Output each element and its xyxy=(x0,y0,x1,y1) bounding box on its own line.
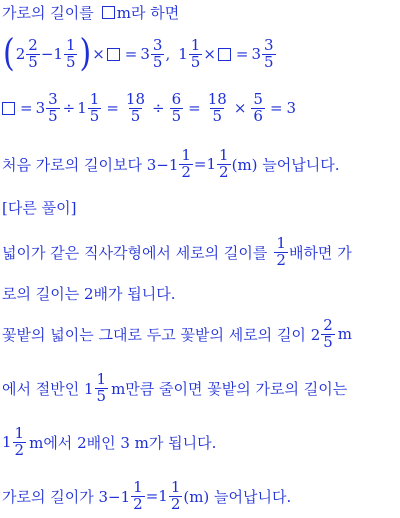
denominator: 5 xyxy=(130,106,141,125)
fraction-18-5 xyxy=(124,89,147,125)
line-8 xyxy=(2,312,398,356)
numerator: 2 xyxy=(323,315,333,334)
line-1 xyxy=(2,2,398,22)
fraction xyxy=(151,35,165,71)
line4-pre: 처음 가로의 길이보다 3−1 xyxy=(2,155,179,174)
line6-post: 배하면 가 xyxy=(288,243,352,262)
mixed-1-1-5 xyxy=(53,35,78,71)
numerator: 3 xyxy=(264,35,274,54)
denominator: 5 xyxy=(28,52,38,71)
denominator: 5 xyxy=(264,52,274,71)
mixed-1-1-5 xyxy=(77,89,102,125)
denominator: 2 xyxy=(276,250,286,269)
fraction-1-2 xyxy=(274,233,288,269)
fraction xyxy=(189,35,203,71)
numerator: 1 xyxy=(170,477,181,496)
line10-post: m에서 2배인 3 m가 됩니다. xyxy=(29,433,217,452)
numerator: 1 xyxy=(276,233,286,252)
fraction-18-5-b xyxy=(206,89,229,125)
denominator: 2 xyxy=(14,440,25,459)
fraction xyxy=(46,89,60,125)
line-2-equation xyxy=(2,32,398,76)
numerator: 6 xyxy=(171,89,182,108)
whole: 1 xyxy=(53,45,63,63)
equals-sign: = xyxy=(20,99,33,117)
fraction-1-2 xyxy=(131,477,145,513)
fraction-1-2 xyxy=(179,145,193,181)
numerator: 18 xyxy=(125,89,146,108)
whole: 1 xyxy=(178,45,188,63)
equals-sign: = xyxy=(124,45,138,63)
line1-post: m라 하면 xyxy=(116,3,180,22)
denominator: 5 xyxy=(89,106,100,125)
fraction-5-6 xyxy=(251,89,265,125)
line-10 xyxy=(2,420,398,464)
equals-sign: = xyxy=(188,99,201,117)
line-4 xyxy=(2,142,398,186)
fraction-2-5 xyxy=(321,315,335,351)
mixed-3-3-5 xyxy=(35,89,61,125)
numerator: 5 xyxy=(253,89,263,108)
denominator: 2 xyxy=(181,162,191,181)
denominator: 5 xyxy=(96,386,107,405)
equals-sign: = xyxy=(235,45,249,63)
open-paren: ( xyxy=(3,31,15,76)
fraction xyxy=(64,35,78,71)
denominator: 5 xyxy=(65,52,76,71)
blank-box-icon xyxy=(102,6,115,19)
line7-text: 로의 길이는 2배가 됩니다. xyxy=(2,284,176,303)
denominator: 2 xyxy=(219,162,229,181)
whole: 2 xyxy=(15,45,26,63)
numerator: 1 xyxy=(190,35,201,54)
fraction-6-5 xyxy=(170,89,184,125)
close-paren: ) xyxy=(79,31,92,76)
divide-sign: ÷ xyxy=(62,99,76,117)
equals-sign: = xyxy=(106,99,119,117)
line8-post: m xyxy=(337,325,353,343)
whole: 3 xyxy=(35,99,46,117)
denominator: 6 xyxy=(253,106,263,125)
minus-sign: − xyxy=(40,45,54,63)
divide-sign: ÷ xyxy=(152,99,165,117)
line11-mid: =1 xyxy=(145,487,168,505)
line-11 xyxy=(2,474,398,518)
line4-post: (m) 늘어납니다. xyxy=(231,155,340,174)
line-7 xyxy=(2,282,398,304)
mixed-2-2-5 xyxy=(15,35,41,71)
line11-post: (m) 늘어납니다. xyxy=(183,487,292,506)
mixed-3-3-5 xyxy=(140,35,165,71)
fraction-1-5 xyxy=(95,369,109,405)
fraction-1-2-b xyxy=(217,145,231,181)
times-sign: × xyxy=(203,45,216,63)
fraction xyxy=(262,35,276,71)
denominator: 2 xyxy=(170,494,181,513)
numerator: 1 xyxy=(181,145,191,164)
numerator: 1 xyxy=(14,423,25,442)
line-3-equation xyxy=(2,86,398,130)
denominator: 5 xyxy=(152,52,163,71)
line6-pre: 넓이가 같은 직사각형에서 세로의 길이를 xyxy=(2,243,268,262)
blank-box-icon xyxy=(107,48,120,61)
denominator: 2 xyxy=(133,494,143,513)
line8-pre: 꽃밭의 넓이는 그대로 두고 꽃밭의 세로의 길이 2 xyxy=(2,325,321,344)
line4-mid: =1 xyxy=(193,155,217,173)
whole: 3 xyxy=(140,45,150,63)
times-sign: × xyxy=(233,99,247,117)
whole: 3 xyxy=(251,45,262,63)
line-5-heading xyxy=(2,196,398,218)
whole: 1 xyxy=(77,99,87,117)
denominator: 5 xyxy=(48,106,58,125)
line9-post: m만큼 줄이면 꽃밭의 가로의 길이는 xyxy=(111,379,348,398)
fraction xyxy=(26,35,40,71)
fraction xyxy=(88,89,102,125)
mixed-1-1-5-b xyxy=(178,35,203,71)
line-9 xyxy=(2,366,398,410)
denominator: 5 xyxy=(171,106,182,125)
fraction-1-2 xyxy=(13,423,27,459)
numerator: 1 xyxy=(133,477,143,496)
numerator: 3 xyxy=(152,35,163,54)
fraction-1-2-b xyxy=(169,477,183,513)
result: 3 xyxy=(286,99,297,117)
blank-box-icon xyxy=(2,102,15,115)
blank-box-icon xyxy=(218,48,231,61)
denominator: 5 xyxy=(190,52,201,71)
times-sign: × xyxy=(92,45,105,63)
numerator: 1 xyxy=(65,35,76,54)
comma: , xyxy=(165,45,171,63)
numerator: 1 xyxy=(89,89,100,108)
line-6 xyxy=(2,230,398,274)
numerator: 1 xyxy=(96,369,107,388)
numerator: 3 xyxy=(48,89,58,108)
mixed-3-3-5-b xyxy=(251,35,276,71)
denominator: 5 xyxy=(323,332,333,351)
line1-pre: 가로의 길이를 xyxy=(2,3,94,22)
line11-pre: 가로의 길이가 3−1 xyxy=(2,487,131,506)
numerator: 2 xyxy=(28,35,38,54)
equals-sign: = xyxy=(269,99,283,117)
numerator: 1 xyxy=(219,145,229,164)
denominator: 5 xyxy=(212,106,223,125)
line9-pre: 에서 절반인 1 xyxy=(2,379,94,398)
numerator: 18 xyxy=(207,89,227,108)
line10-pre: 1 xyxy=(2,433,12,451)
alt-solution-heading: [다른 풀이] xyxy=(2,198,77,217)
